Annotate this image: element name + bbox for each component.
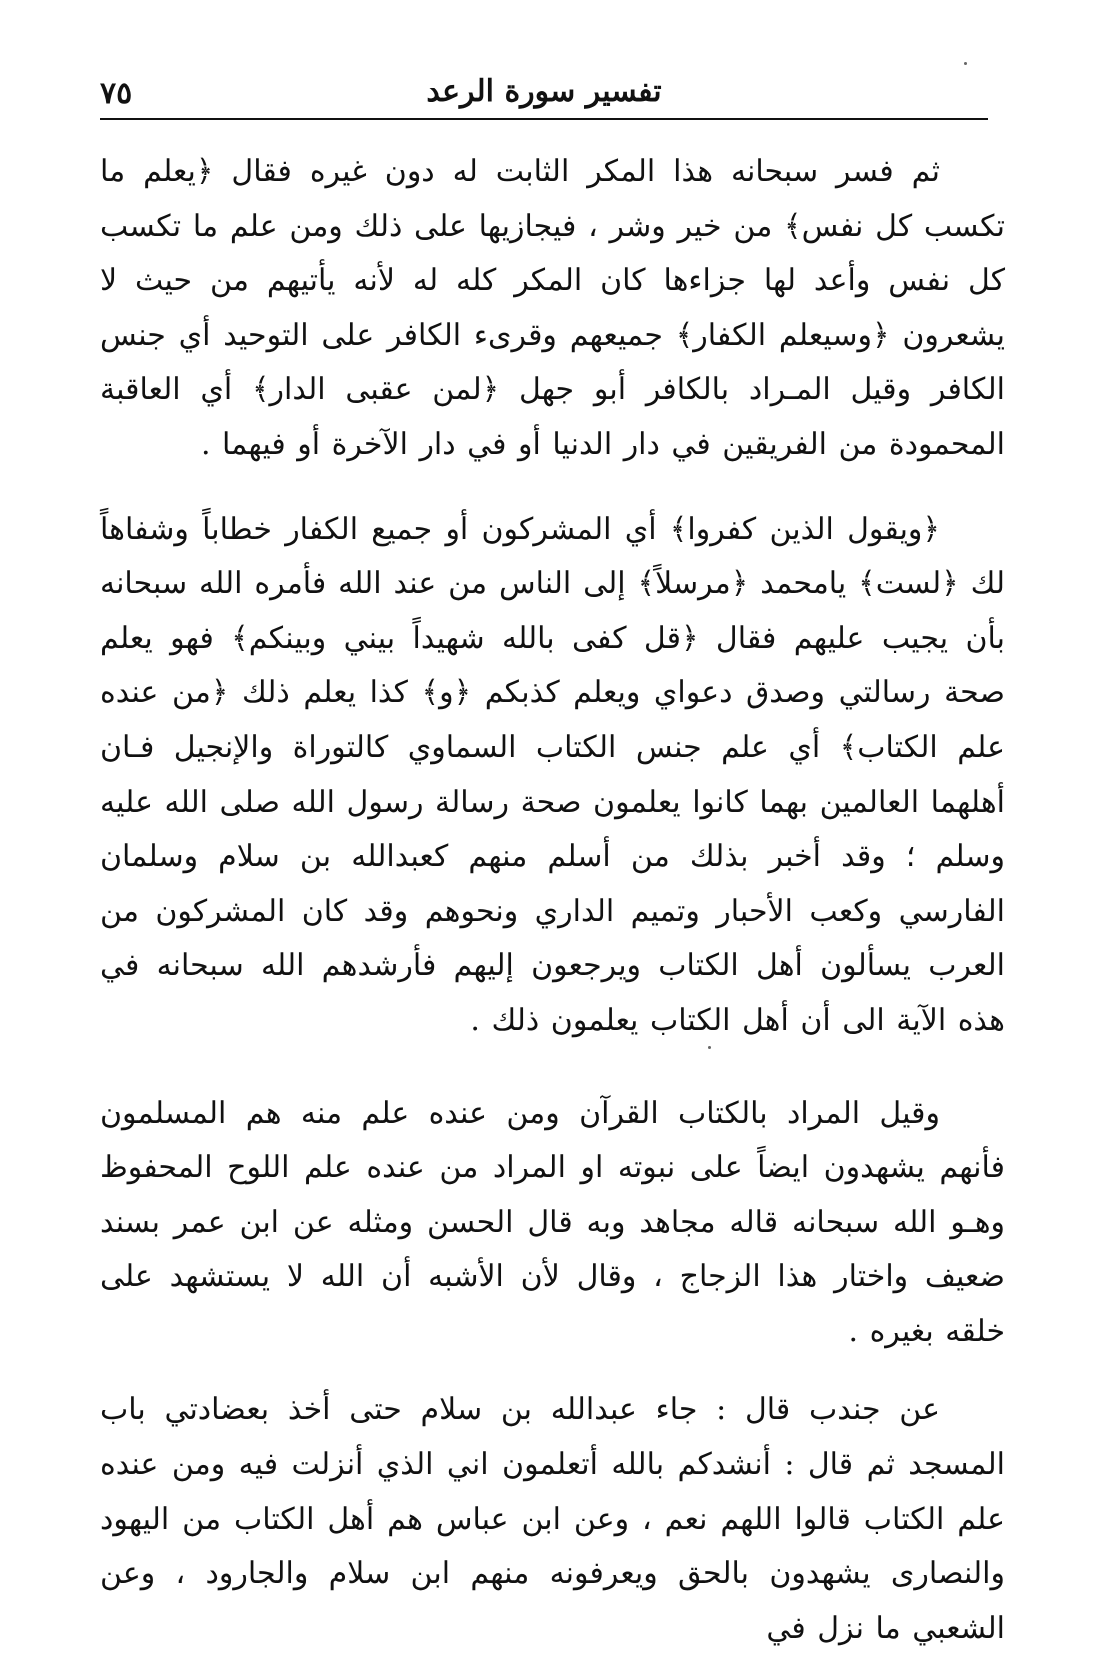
page-header: [100, 70, 988, 116]
paragraph: وقيل المراد بالكتاب القرآن ومن عنده علم منه هم المسلمون فأنهم يشهدون ايضاً على نبوته او المراد من عنده علم اللوح المحفوظ وهـو الله سبحانه قاله مجاهد وبه قال الحسن ومثله عن ابن عمر بسند ضعيف واختار هذا الزجاج ، وقال لأن الأشبه أن الله لا يستشهد على خلقه بغيره .: [100, 1095, 1005, 1349]
body-text: [100, 145, 1005, 1656]
paragraph: ثم فسر سبحانه هذا المكر الثابت له دون غيره فقال ﴿يعلم ما تكسب كل نفس﴾ من خير وشر ، فيجازيها على ذلك ومن علم ما تكسب كل نفس وأعد لها جزاءها كان المكر كله له لأنه يأتيهم من حيث لا يشعرون ﴿وسيعلم الكفار﴾ جميعهم وقرىء الكافر على التوحيد أي جنس الكافر وقيل المـراد بالكافر أبو جهل ﴿لمن عقبى الدار﴾ أي العاقبة المحمودة من الفريقين في دار الدنيا أو في دار الآخرة أو فيهما .: [100, 154, 1005, 462]
running-title: تفسير سورة الرعد: [426, 74, 662, 109]
scan-speck: [708, 1046, 711, 1049]
page-number: ٧٥: [100, 76, 133, 111]
header-rule: [100, 118, 988, 120]
scan-speck: [964, 62, 967, 65]
paragraph: عن جندب قال : جاء عبدالله بن سلام حتى أخذ بعضادتي باب المسجد ثم قال : أنشدكم بالله أتعلمون اني الذي أنزلت فيه ومن عنده علم الكتاب قالوا اللهم نعم ، وعن ابن عباس هم أهل الكتاب من اليهود والنصارى يشهدون بالحق ويعرفونه منهم ابن سلام والجارود ، وعن الشعبي ما نزل في: [100, 1392, 1005, 1646]
paragraph: ﴿ويقول الذين كفروا﴾ أي المشركون أو جميع الكفار خطاباً وشفاهاً لك ﴿لست﴾ يامحمد ﴿مرسلاً﴾ إلى الناس من عند الله فأمره الله سبحانه بأن يجيب عليهم فقال ﴿قل كفى بالله شهيداً بيني وبينكم﴾ فهو يعلم صحة رسالتي وصدق دعواي ويعلم كذبكم ﴿و﴾ كذا يعلم ذلك ﴿من عنده علم الكتاب﴾ أي علم جنس الكتاب السماوي كالتوراة والإنجيل فـان أهلهما العالمين بهما كانوا يعلمون صحة رسالة رسول الله صلى الله عليه وسلم ؛ وقد أخبر بذلك من أسلم منهم كعبدالله بن سلام وسلمان الفارسي وكعب الأحبار وتميم الداري ونحوهم وقد كان المشركون من العرب يسألون أهل الكتاب ويرجعون إليهم فأرشدهم الله سبحانه في هذه الآية الى أن أهل الكتاب يعلمون ذلك .: [100, 511, 1005, 1038]
